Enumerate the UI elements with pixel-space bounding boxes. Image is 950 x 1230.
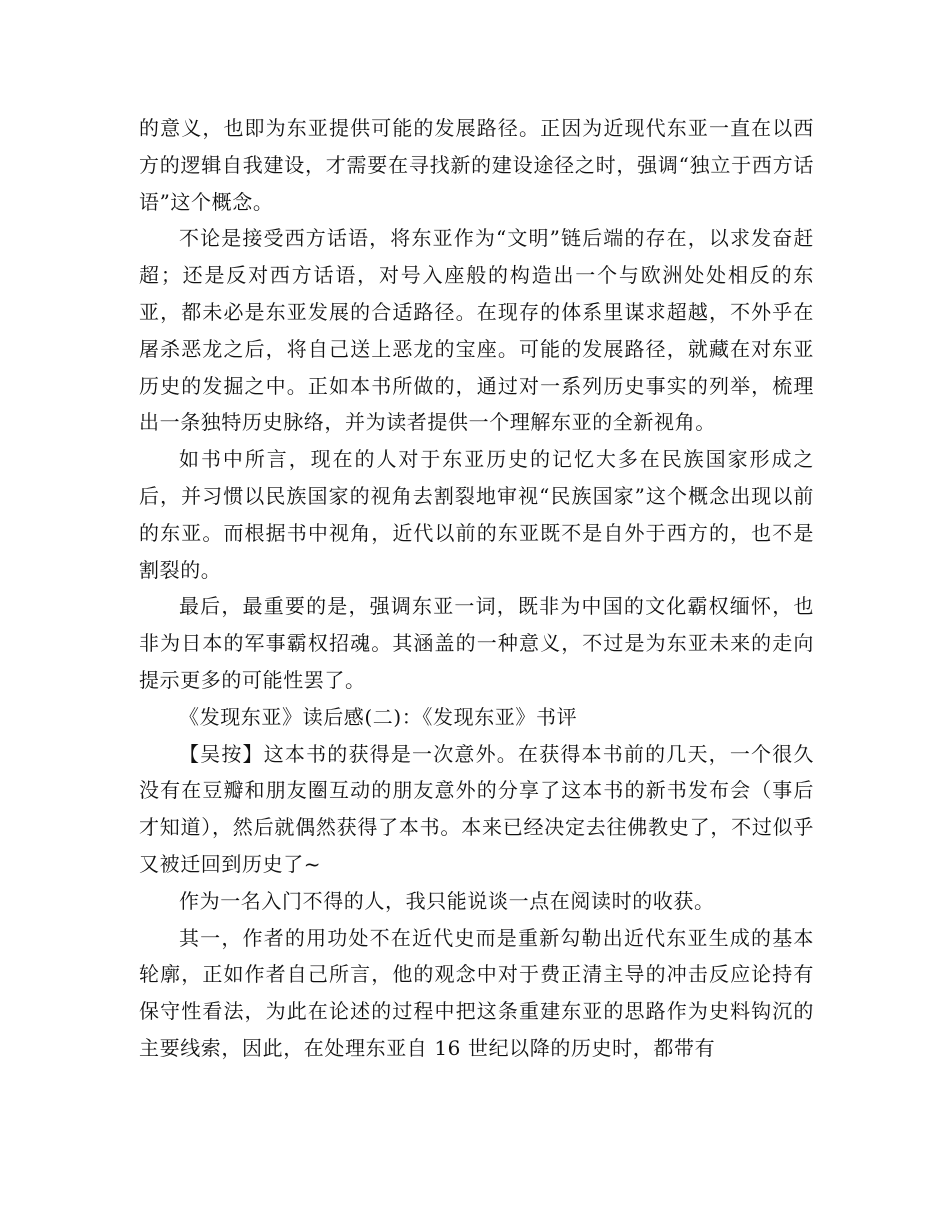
paragraph-1: 的意义，也即为东亚提供可能的发展路径。正因为近现代东亚一直在以西方的逻辑自我建设，才需要在寻找新的建设途径之时，强调“独立于西方话语”这个概念。 xyxy=(139,116,814,214)
paragraph-4: 最后，最重要的是，强调东亚一词，既非为中国的文化霸权缅怀，也非为日本的军事霸权招魂。其涵盖的一种意义，不过是为东亚未来的走向提示更多的可能性罢了。 xyxy=(139,594,814,692)
paragraph-2: 不论是接受西方话语，将东亚作为“文明”链后端的存在，以求发奋赶超；还是反对西方话语，对号入座般的构造出一个与欧洲处处相反的东亚，都未必是东亚发展的合适路径。在现存的体系里谋求超越，不外乎在屠杀恶龙之后，将自己送上恶龙的宝座。可能的发展路径，就藏在对东亚历史的发掘之中。正如本书所做的，通过对一系列历史事实的列举，梳理出一条独特历史脉络，并为读者提供一个理解东亚的全新视角。 xyxy=(139,226,814,435)
section-heading: 《发现东亚》读后感(二)：《发现东亚》书评 xyxy=(179,704,578,729)
paragraph-3: 如书中所言，现在的人对于东亚历史的记忆大多在民族国家形成之后，并习惯以民族国家的视角去割裂地审视“民族国家”这个概念出现以前的东亚。而根据书中视角，近代以前的东亚既不是自外于西方的，也不是割裂的。 xyxy=(139,447,814,582)
paragraph-5: 【吴按】这本书的获得是一次意外。在获得本书前的几天，一个很久没有在豆瓣和朋友圈互动的朋友意外的分享了这本书的新书发布会（事后才知道），然后就偶然获得了本书。本来已经决定去往佛教史了，不过似乎又被迁回到历史了~ xyxy=(139,741,814,876)
paragraph-6: 作为一名入门不得的人，我只能说谈一点在阅读时的收获。 xyxy=(179,888,715,913)
paragraph-7: 其一，作者的用功处不在近代史而是重新勾勒出近代东亚生成的基本轮廓，正如作者自己所言，他的观念中对于费正清主导的冲击反应论持有保守性看法，为此在论述的过程中把这条重建东亚的思路作为史料钩沉的主要线索，因此，在处理东亚自 16 世纪以降的历史时，都带有 xyxy=(139,925,814,1060)
document-body xyxy=(139,110,814,1067)
